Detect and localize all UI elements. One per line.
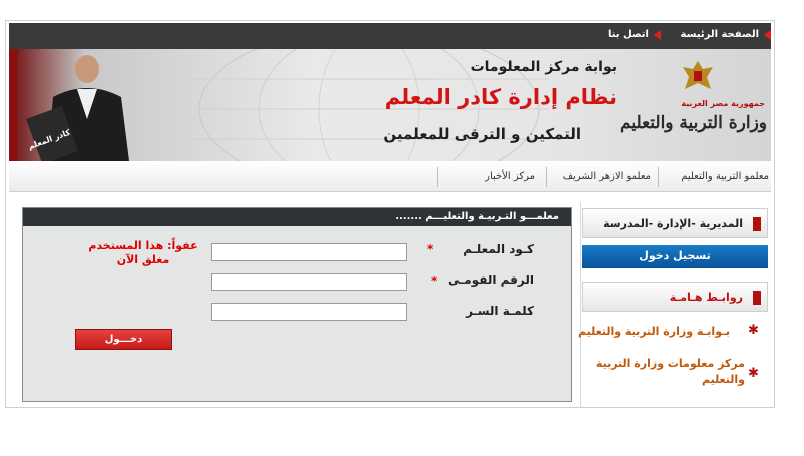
nav-home-link[interactable]: الصفحة الرئيسة xyxy=(680,29,759,40)
required-mark: * xyxy=(431,274,438,288)
banner-system-title: نظام إدارة كادر المعلم xyxy=(384,85,617,109)
star-bullet-icon: ✱ xyxy=(748,366,759,381)
menu-item-education-teachers[interactable]: معلمو التربية والتعليم xyxy=(681,171,769,182)
banner-subtitle: التمكين و الترقى للمعلمين xyxy=(383,125,581,143)
banner-accent xyxy=(9,49,17,161)
eagle-emblem-icon xyxy=(681,59,715,95)
banner-republic: جمهورية مصر العربية xyxy=(681,99,765,108)
link-ministry-info-center[interactable]: مركز معلومات وزارة التربية والتعليم xyxy=(595,357,745,386)
directorate-label: المديرية -الإدارة -المدرسة xyxy=(603,217,743,230)
menu-divider xyxy=(546,167,547,187)
main-menu-bar xyxy=(9,161,771,192)
bullet-marker-icon xyxy=(753,217,761,231)
menu-item-news-center[interactable]: مركز الأخبار xyxy=(485,171,535,182)
bullet-marker-icon xyxy=(753,291,761,305)
links-header xyxy=(582,282,768,312)
top-nav-bar xyxy=(9,23,771,49)
header-banner xyxy=(9,49,771,161)
login-panel-header xyxy=(23,208,571,226)
banner-portal-title: بوابة مركز المعلومات xyxy=(470,59,617,75)
book-label: كادر المعلم xyxy=(26,127,72,152)
nav-contact-link[interactable]: اتصل بنا xyxy=(607,29,649,40)
national-id-input[interactable] xyxy=(211,273,407,291)
login-panel-title: معلمـــو التـربيـة والتعليـــم ....... xyxy=(395,211,559,222)
links-heading: روابـط هـامـة xyxy=(669,291,743,304)
required-mark: * xyxy=(427,242,434,256)
menu-item-azhar-teachers[interactable]: معلمو الازهر الشريف xyxy=(562,171,651,182)
arrow-icon xyxy=(764,30,771,40)
link-ministry-portal[interactable]: بـوابـة وزارة التربية والتعليم xyxy=(578,325,730,338)
menu-divider xyxy=(658,167,659,187)
directorate-header xyxy=(582,208,768,238)
password-input[interactable] xyxy=(211,303,407,321)
arrow-icon xyxy=(654,30,661,40)
teacher-code-input[interactable] xyxy=(211,243,407,261)
ministry-logo-text: وزارة التربية والتعليم xyxy=(620,113,767,133)
menu-divider xyxy=(437,167,438,187)
teacher-code-label: كـود المعلـم xyxy=(463,242,534,256)
login-submit-button[interactable]: دخـــول xyxy=(75,329,172,350)
star-bullet-icon: ✱ xyxy=(748,323,759,338)
register-login-button[interactable]: تسجيل دخول xyxy=(582,245,768,268)
password-label: كلمـة السـر xyxy=(466,304,534,318)
account-locked-warning: عفواً: هذا المستخدم مغلق الآن xyxy=(88,239,198,266)
national-id-label: الرقم القومـى xyxy=(448,273,534,287)
